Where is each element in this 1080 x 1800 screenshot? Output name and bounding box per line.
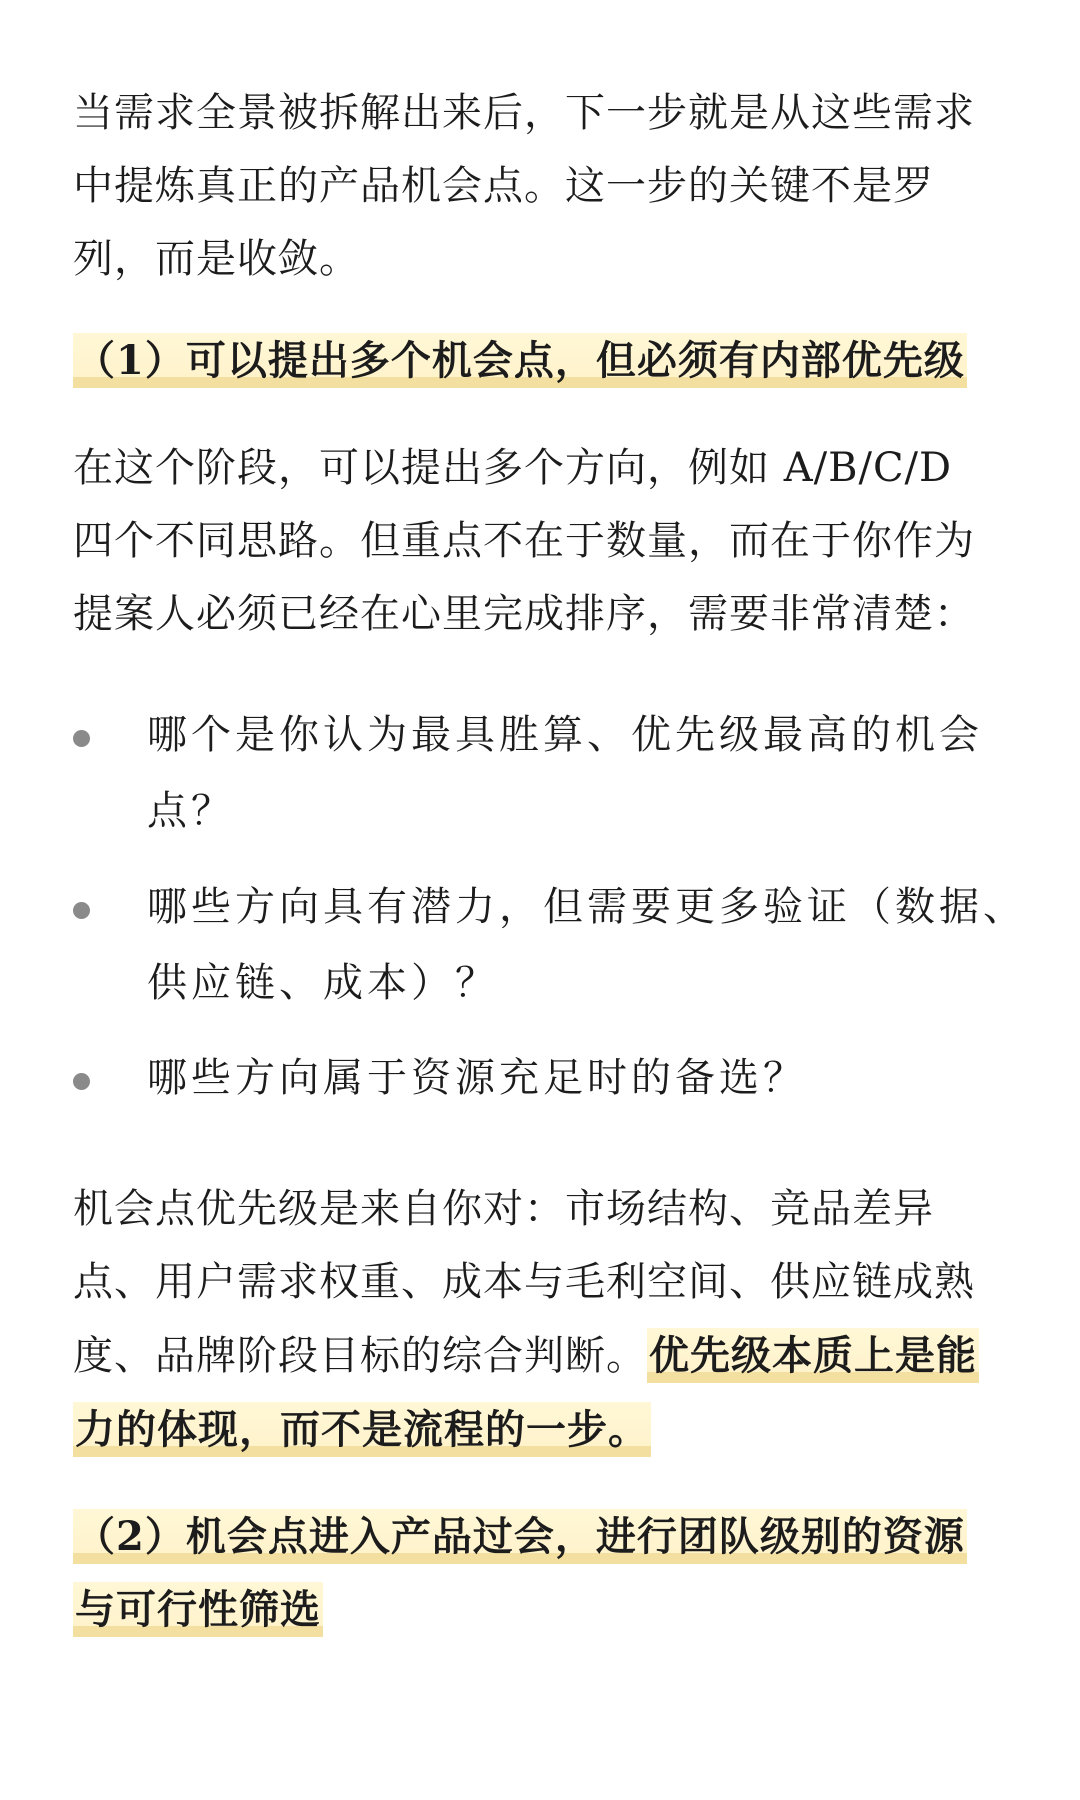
closing-plain-text: 机会点优先级是来自你对：市场结构、竞品差异点、用户需求权重、成本与毛利空间、供应链成熟度、品牌阶段目标的综合判断。 bbox=[73, 1186, 975, 1379]
bullet-dot-icon bbox=[73, 902, 90, 919]
section-1-heading-text: （1）可以提出多个机会点，但必须有内部优先级 bbox=[73, 333, 967, 388]
section-1-closing-paragraph bbox=[73, 1173, 1003, 1467]
list-item-text: 哪些方向属于资源充足时的备选？ bbox=[147, 1055, 807, 1101]
bullet-dot-icon bbox=[73, 730, 90, 747]
intro-paragraph: 当需求全景被拆解出来后，下一步就是从这些需求中提炼真正的产品机会点。这一步的关键不是罗列，而是收敛。 bbox=[73, 90, 975, 282]
closing-highlight-text: 优先级本质上是能力的体现，而不是流程的一步。 bbox=[73, 1328, 979, 1457]
section-1-paragraph: 在这个阶段，可以提出多个方向，例如 A/B/C/D 四个不同思路。但重点不在于数量，而在于你作为提案人必须已经在心里完成排序，需要非常清楚： bbox=[73, 445, 975, 637]
section-1-heading bbox=[73, 324, 993, 397]
section-2-heading-text: （2）机会点进入产品过会，进行团队级别的资源与可行性筛选 bbox=[73, 1509, 967, 1637]
bullet-dot-icon bbox=[73, 1073, 90, 1090]
section-2-heading bbox=[73, 1500, 993, 1646]
list-item-text: 哪个是你认为最具胜算、优先级最高的机会点？ bbox=[147, 712, 983, 834]
list-item-text: 哪些方向具有潜力，但需要更多验证（数据、供应链、成本）？ bbox=[147, 884, 1027, 1006]
